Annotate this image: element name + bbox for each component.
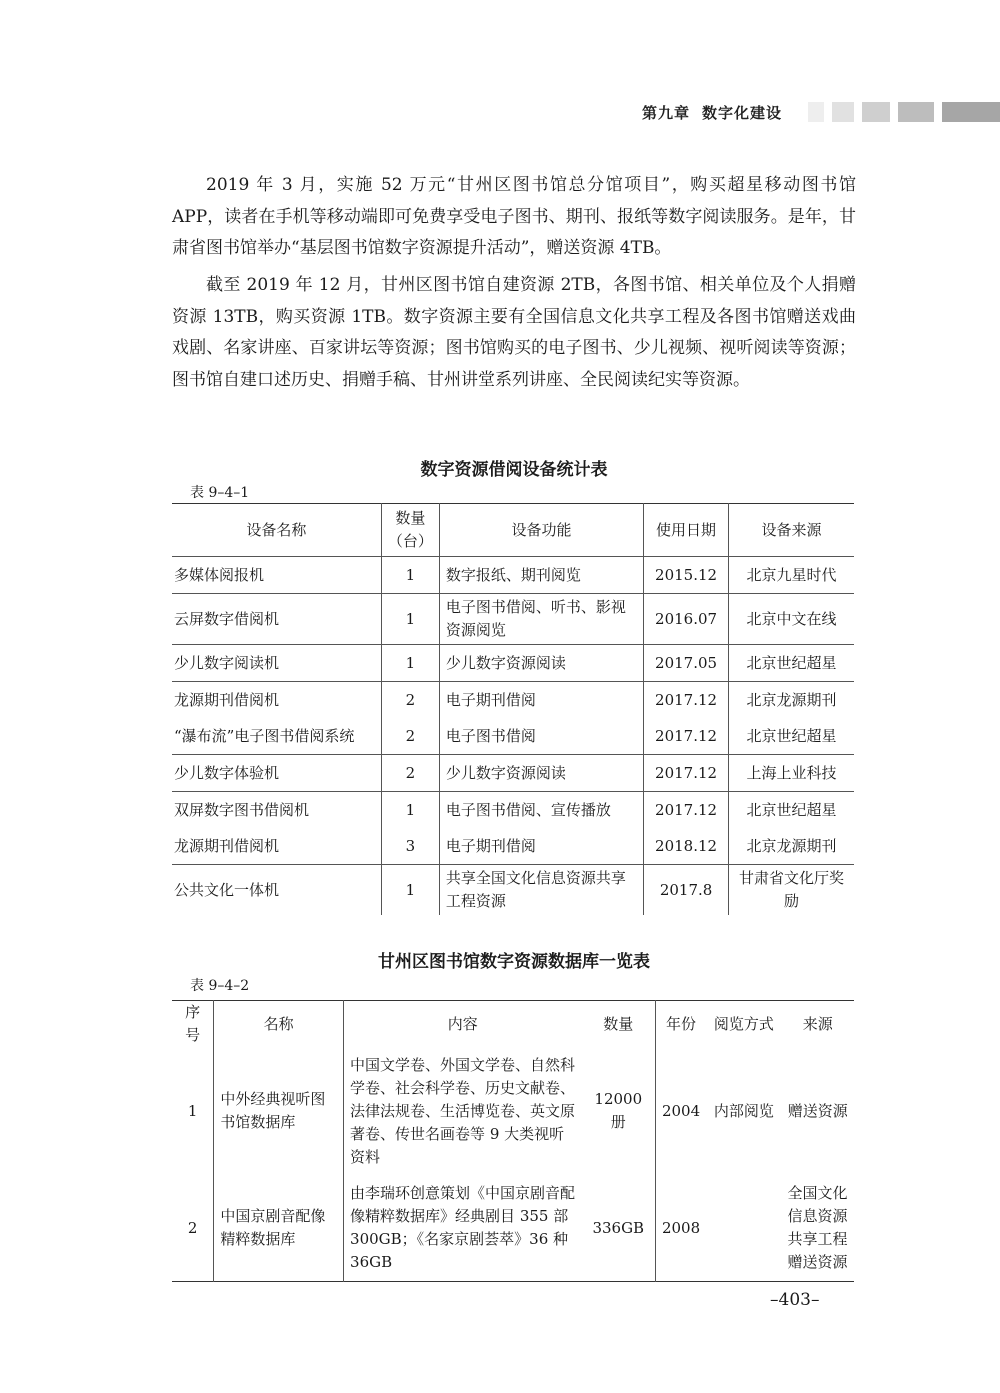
column-header-line: （台） (387, 532, 433, 550)
table-cell: 少儿数字资源阅读 (439, 755, 643, 792)
table-cell: 少儿数字体验机 (172, 755, 381, 792)
column-header: 内容 (344, 1001, 582, 1048)
table-cell: 1 (381, 645, 439, 682)
table-cell: 数字报纸、期刊阅览 (439, 557, 643, 594)
table-cell: 电子图书借阅 (439, 718, 643, 755)
table-header-row (172, 504, 854, 557)
table-cell: 全国文化信息资源共享工程赠送资源 (787, 1184, 848, 1271)
header-bar (942, 102, 1000, 122)
table1-title: 数字资源借阅设备统计表 (420, 460, 608, 480)
table-cell: 2004 (655, 1047, 706, 1175)
table-cell: 电子期刊借阅 (439, 682, 643, 719)
table-cell: 2016.07 (644, 594, 729, 645)
table-row (172, 828, 854, 865)
table-cell: 1 (381, 792, 439, 829)
table-cell: 12000 册 (594, 1090, 643, 1131)
table-row (172, 792, 854, 829)
header-bar (898, 102, 934, 122)
column-header: 设备来源 (728, 504, 854, 557)
equipment-table (172, 503, 854, 915)
column-header: 数量 (603, 1014, 634, 1033)
table-cell: 3 (381, 828, 439, 865)
table-cell: 内部阅览 (713, 1101, 774, 1120)
header-decoration-bars (808, 102, 1000, 122)
table-cell: 电子图书借阅、宣传播放 (439, 792, 643, 829)
table-cell: 2 (381, 755, 439, 792)
table-cell: 2 (187, 1218, 198, 1237)
table-cell: 1 (381, 594, 439, 645)
column-header: 阅览方式 (713, 1014, 774, 1033)
column-header-line: 数量 (395, 509, 426, 527)
chapter-number: 第九章 (641, 103, 690, 122)
table-cell: 北京世纪超星 (728, 792, 854, 829)
table-cell: 2008 (655, 1175, 706, 1282)
database-table (172, 1000, 854, 1282)
table2-title: 甘州区图书馆数字资源数据库一览表 (378, 952, 650, 972)
table-cell: 少儿数字阅读机 (172, 645, 381, 682)
table-cell: 电子期刊借阅 (439, 828, 643, 865)
table-cell: 赠送资源 (787, 1101, 848, 1120)
table-cell: 1 (187, 1101, 198, 1120)
table-cell: 上海上业科技 (728, 755, 854, 792)
table-cell: 1 (381, 557, 439, 594)
column-header (381, 504, 439, 557)
table-row (172, 682, 854, 719)
column-header: 名称 (214, 1001, 344, 1048)
table-cell: 龙源期刊借阅机 (174, 690, 280, 709)
table-cell: 电子图书借阅、听书、影视资源阅览 (439, 594, 643, 645)
table-row (172, 557, 854, 594)
header-bar (832, 102, 854, 122)
column-header: 来源 (802, 1014, 833, 1033)
table-cell: 1 (381, 865, 439, 916)
column-header: 设备功能 (439, 504, 643, 557)
table-cell: 共享全国文化信息资源共享工程资源 (439, 865, 643, 916)
running-header (642, 98, 1000, 126)
chapter-section: 数字化建设 (701, 103, 782, 122)
header-bar (808, 102, 824, 122)
table-row (172, 865, 854, 916)
table-cell: 2017.05 (644, 645, 729, 682)
column-header: 序号 (185, 1003, 201, 1044)
table-row (172, 718, 854, 755)
column-header: 年份 (655, 1001, 706, 1048)
table-cell: 由李瑞环创意策划《中国京剧音配像精粹数据库》经典剧目 355 部 300GB；《名家京剧荟萃》36 种 36GB (344, 1175, 582, 1282)
table-cell: 公共文化一体机 (174, 880, 280, 899)
table-cell: 龙源期刊借阅机 (172, 828, 381, 865)
header-bar (862, 102, 890, 122)
table-cell: 2017.12 (644, 755, 729, 792)
table-cell: 北京世纪超星 (728, 645, 854, 682)
table-cell: 北京中文在线 (728, 594, 854, 645)
table-cell: 2017.12 (644, 718, 729, 755)
table-cell: “瀑布流”电子图书借阅系统 (172, 718, 381, 755)
table-cell: 2017.8 (644, 865, 729, 916)
table-cell: 2 (381, 718, 439, 755)
table-cell: 北京世纪超星 (728, 718, 854, 755)
table2-number: 表 9–4–2 (190, 978, 250, 994)
table-row (172, 594, 854, 645)
chapter-title (642, 102, 794, 123)
table-cell: 中国文学卷、外国文学卷、自然科学卷、社会科学卷、历史文献卷、法律法规卷、生活博览卷、英文原著卷、传世名画卷等 9 大类视听资料 (344, 1047, 582, 1175)
table-row (172, 755, 854, 792)
table-row (172, 645, 854, 682)
column-header: 使用日期 (644, 504, 729, 557)
table1-number: 表 9–4–1 (190, 485, 250, 501)
table-row (172, 1175, 854, 1282)
table-cell: 北京九星时代 (728, 557, 854, 594)
table-cell: 北京龙源期刊 (728, 682, 854, 719)
page-number: –403– (770, 1290, 820, 1310)
table-cell: 2017.12 (644, 792, 729, 829)
table-cell: 2 (381, 682, 439, 719)
table-cell: 北京龙源期刊 (728, 828, 854, 865)
table-cell: 中国京剧音配像精粹数据库 (214, 1175, 344, 1282)
table-cell: 2017.12 (644, 682, 729, 719)
column-header: 设备名称 (172, 504, 381, 557)
table-cell: 2018.12 (644, 828, 729, 865)
table-cell: 2015.12 (644, 557, 729, 594)
paragraph: 2019 年 3 月，实施 52 万元“甘州区图书馆总分馆项目”，购买超星移动图书馆 APP，读者在手机等移动端即可免费享受电子图书、期刊、报纸等数字阅读服务。是年，甘肃省图书馆举办“基层图书馆数字资源提升活动”，赠送资源 4TB。 (172, 175, 856, 258)
table-cell: 少儿数字资源阅读 (439, 645, 643, 682)
table-cell: 甘肃省文化厅奖励 (728, 865, 854, 916)
table-cell: 中外经典视听图书馆数据库 (214, 1047, 344, 1175)
table-cell (706, 1175, 781, 1282)
table-cell: 云屏数字借阅机 (172, 594, 381, 645)
table-cell: 多媒体阅报机 (172, 557, 381, 594)
table-cell: 双屏数字图书借阅机 (174, 800, 310, 819)
table-row (172, 1047, 854, 1175)
paragraph: 截至 2019 年 12 月，甘州区图书馆自建资源 2TB，各图书馆、相关单位及个人捐赠资源 13TB，购买资源 1TB。数字资源主要有全国信息文化共享工程及各图书馆赠送戏曲戏剧、名家讲座、百家讲坛等资源；图书馆购买的电子图书、少儿视频、视听阅读等资源；图书馆自建口述历史、捐赠手稿、甘州讲堂系列讲座、全民阅读纪实等资源。 (172, 275, 856, 390)
table-cell: 336GB (592, 1218, 645, 1237)
table-header-row (172, 1001, 854, 1048)
